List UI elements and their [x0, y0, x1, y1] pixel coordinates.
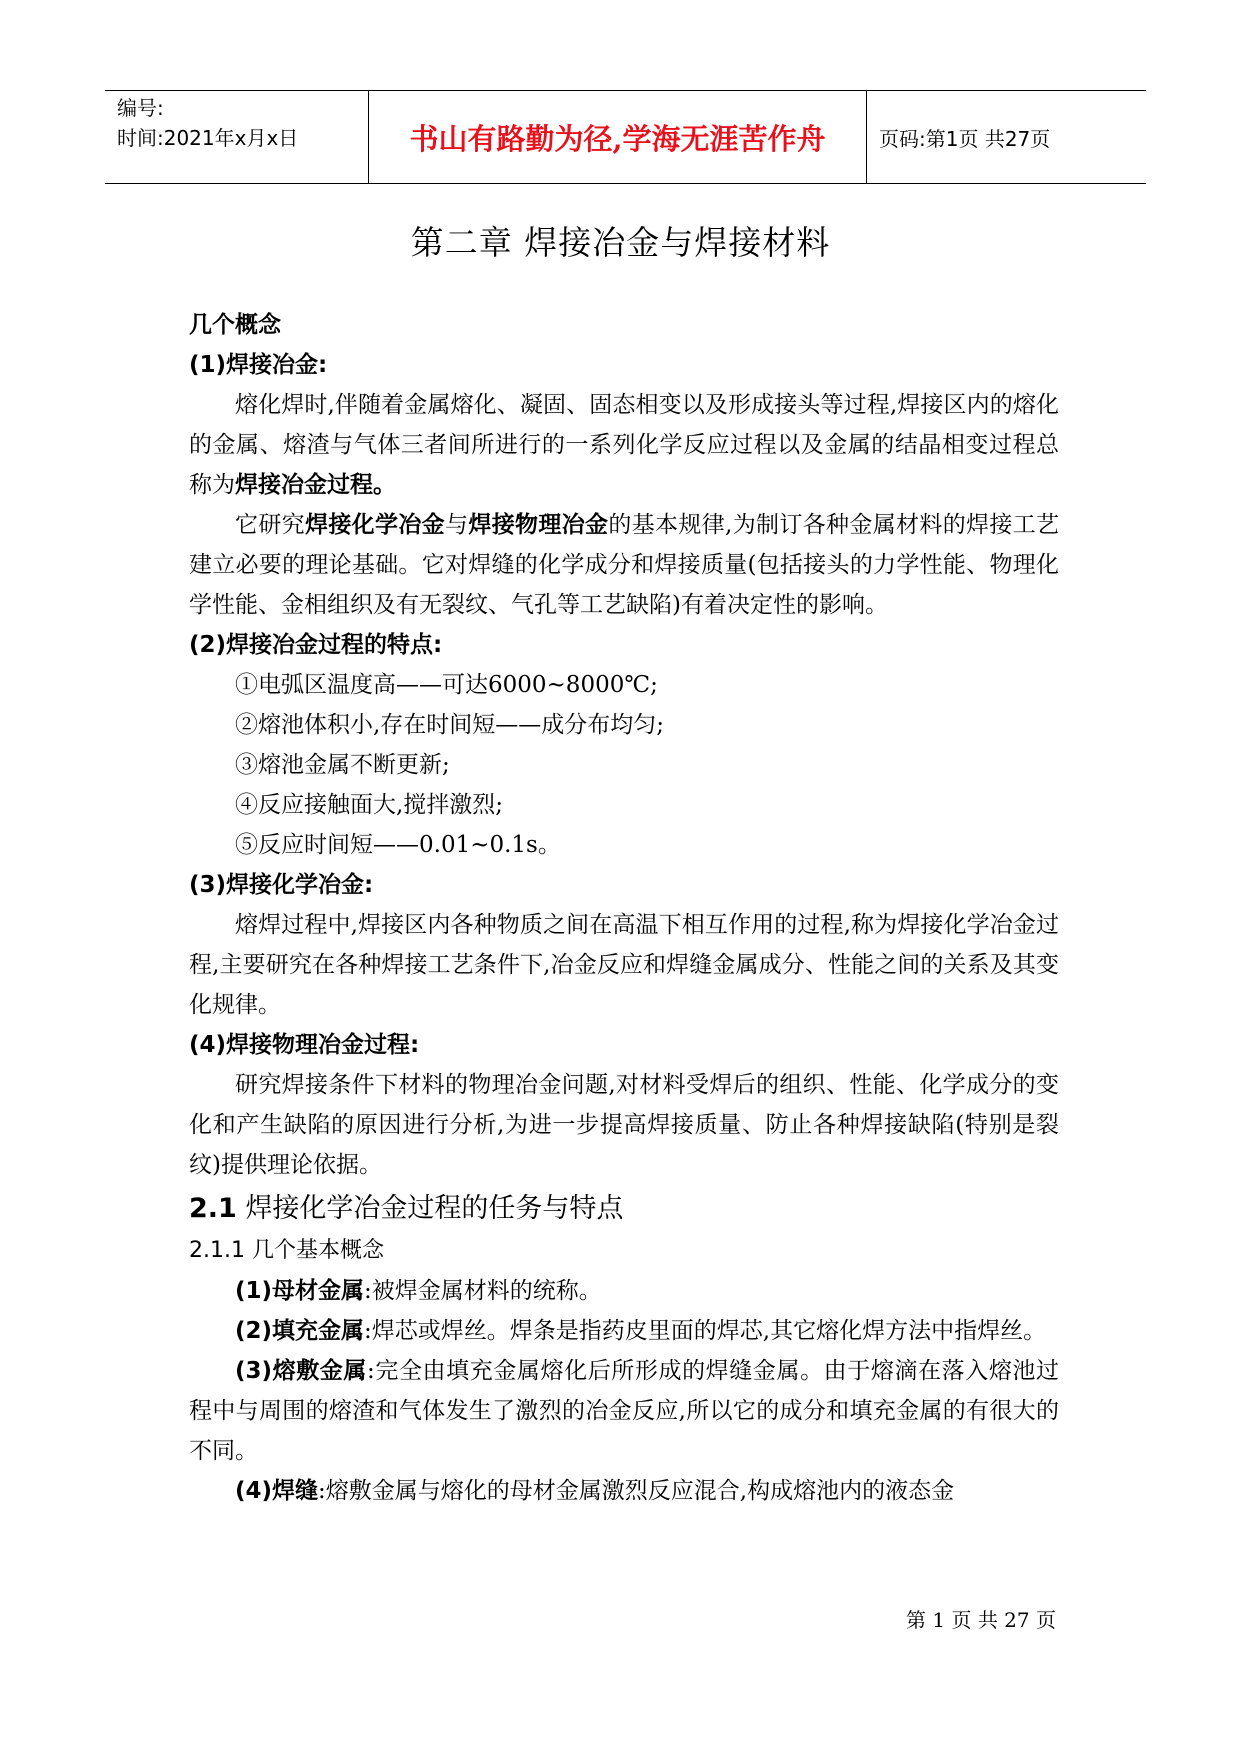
header-table — [105, 90, 1146, 184]
d1-label: (1)母材金属 — [235, 1278, 365, 1304]
s3-heading: (3)焊接化学冶金: — [189, 872, 374, 898]
time-label: 时间:2021年x月x日 — [117, 126, 299, 150]
s1-heading: (1)焊接冶金: — [189, 352, 328, 378]
s2-item: ③熔池金属不断更新; — [235, 752, 450, 778]
s1-paragraph-1 — [189, 385, 1059, 505]
d4-label: (4)焊缝 — [235, 1478, 319, 1504]
s4-paragraph: 研究焊接条件下材料的物理冶金问题,对材料受焊后的组织、性能、化学成分的变化和产生缺陷的原因进行分析,为进一步提高焊接质量、防止各种焊接缺陷(特别是裂纹)提供理论依据。 — [189, 1072, 1059, 1178]
s3-paragraph: 熔焊过程中,焊接区内各种物质之间在高温下相互作用的过程,称为焊接化学冶金过程,主要研究在各种焊接工艺条件下,冶金反应和焊缝金属成分、性能之间的关系及其变化规律。 — [189, 912, 1059, 1018]
s1-p1-bold: 焊接冶金过程。 — [235, 472, 396, 498]
s1-p2-bold-1: 焊接化学冶金 — [305, 512, 446, 538]
header-page-info: 页码:第1页 共27页 — [879, 126, 1051, 151]
s2-item: ①电弧区温度高——可达6000~8000℃; — [235, 672, 658, 698]
s2-item: ⑤反应时间短——0.01~0.1s。 — [235, 832, 561, 858]
d1-text: :被焊金属材料的统称。 — [364, 1278, 602, 1304]
chapter-title: 第二章 焊接冶金与焊接材料 — [410, 223, 831, 262]
s1-p2-c: 与 — [445, 512, 469, 538]
header-motto: 书山有路勤为径,学海无涯苦作舟 — [369, 91, 867, 183]
s1-p1-text: 熔化焊时,伴随着金属熔化、凝固、固态相变以及形成接头等过程,焊接区内的熔化的金属、熔渣与气体三者间所进行的一系列化学反应过程以及金属的结晶相变过程总称为 — [189, 392, 1059, 498]
header-meta — [105, 91, 369, 183]
section-2-1-title: 焊接化学冶金过程的任务与特点 — [245, 1193, 624, 1224]
s1-p2-a: 它研究 — [235, 512, 306, 538]
d4-text: :熔敷金属与熔化的母材金属激烈反应混合,构成熔池内的液态金 — [318, 1478, 955, 1504]
s2-item: ④反应接触面大,搅拌激烈; — [235, 792, 504, 818]
s1-p2-d: 的基本规律,为制订各种金属材料的焊接工艺建立必要的理论基础。它对焊缝的化学成分和焊接质量(包括接头的力学性能、物理化学性能、金相组织及有无裂纹、气孔等工艺缺陷)有着决定性的影响。 — [189, 512, 1060, 618]
number-label: 编号: — [117, 96, 164, 120]
d2-label: (2)填充金属 — [235, 1318, 365, 1344]
d3-text: :完全由填充金属熔化后所形成的焊缝金属。由于熔滴在落入熔池过程中与周围的熔渣和气体发生了激烈的冶金反应,所以它的成分和填充金属的有很大的不同。 — [189, 1358, 1060, 1464]
d2-text: :焊芯或焊丝。焊条是指药皮里面的焊芯,其它熔化焊方法中指焊丝。 — [364, 1318, 1047, 1344]
definition-deposited-metal — [189, 1351, 1059, 1471]
section-2-1-number: 2.1 — [189, 1193, 237, 1224]
s4-heading: (4)焊接物理冶金过程: — [189, 1032, 420, 1058]
page-footer: 第 1 页 共 27 页 — [906, 1608, 1056, 1632]
definition-weld — [189, 1471, 1059, 1511]
document-body — [189, 305, 1059, 1511]
section-2-1-heading — [189, 1187, 1059, 1231]
section-2-1-1-heading: 2.1.1 几个基本概念 — [189, 1238, 384, 1263]
s2-heading: (2)焊接冶金过程的特点: — [189, 632, 443, 658]
definition-filler-metal — [189, 1311, 1059, 1351]
definition-base-metal — [189, 1271, 1059, 1311]
d3-label: (3)熔敷金属 — [235, 1358, 368, 1384]
s2-item: ②熔池体积小,存在时间短——成分布均匀; — [235, 712, 665, 738]
concepts-heading: 几个概念 — [189, 312, 281, 338]
s1-p2-bold-2: 焊接物理冶金 — [468, 512, 609, 538]
s1-paragraph-2 — [189, 505, 1059, 625]
